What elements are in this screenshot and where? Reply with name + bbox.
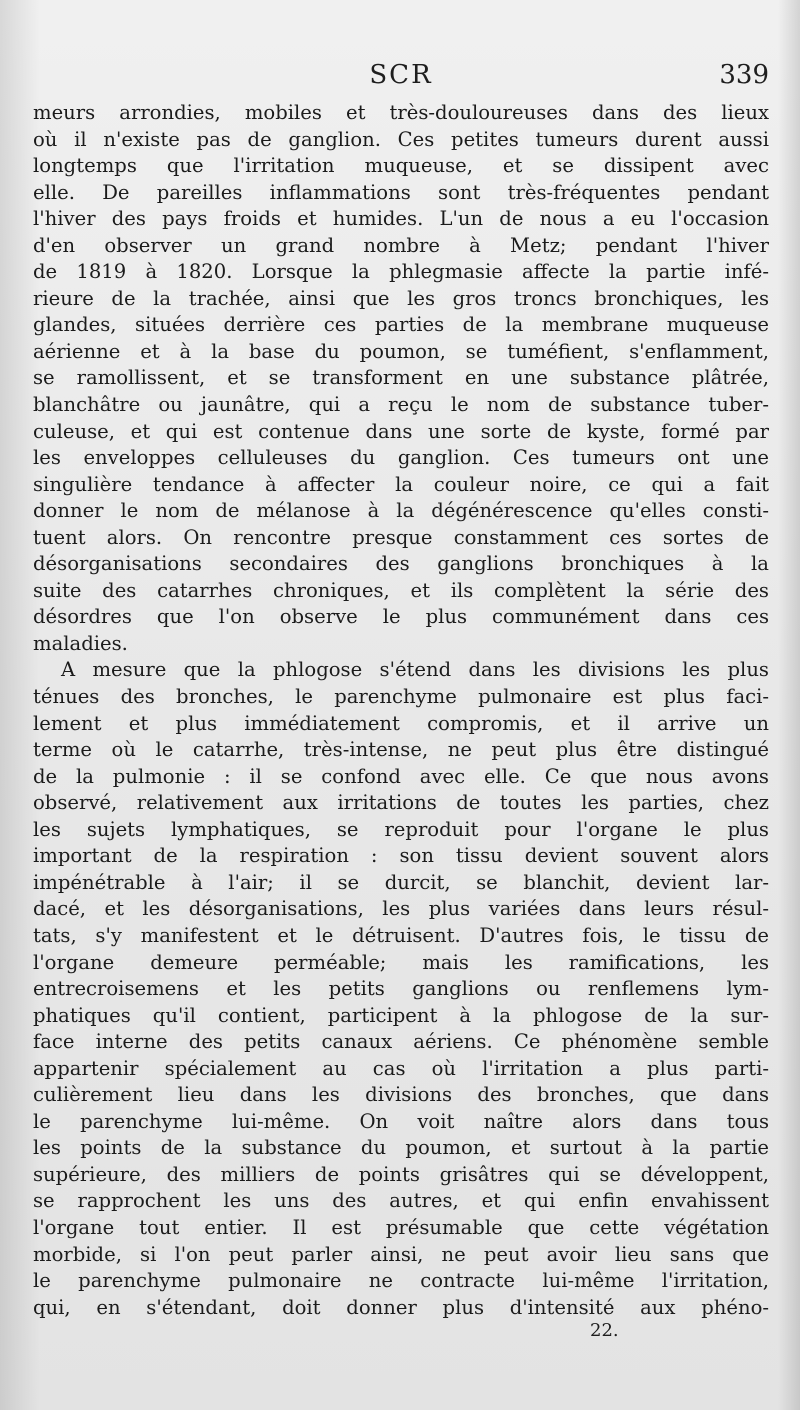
text-line: blanchâtre ou jaunâtre, qui a reçu le nom de substance tuber- — [33, 393, 769, 417]
signature-mark: 22. — [590, 1320, 619, 1341]
text-line: face interne des petits canaux aériens. Ce phénomène semble — [33, 1030, 769, 1054]
text-line: tats, s'y manifestent et le détruisent. D'autres fois, le tissu de — [33, 923, 769, 947]
text-line: meurs arrondies, mobiles et très-douloureuses dans des lieux — [33, 101, 769, 124]
text-line: l'organe demeure perméable; mais les ramifications, les — [33, 950, 769, 974]
text-line: terme où le catarrhe, très-intense, ne peut plus être distingué — [33, 738, 769, 762]
text-line: phatiques qu'il contient, participent à la phlogose de la sur- — [33, 1003, 769, 1027]
text-line: les sujets lymphatiques, se reproduit pour l'organe le plus — [33, 817, 769, 841]
text-line: le parenchyme lui-même. On voit naître alors dans tous — [33, 1109, 769, 1133]
text-line: désorganisations secondaires des ganglions bronchiques à la — [33, 552, 769, 576]
text-line: culièrement lieu dans les divisions des bronches, que dans — [33, 1083, 769, 1107]
text-line: donner le nom de mélanose à la dégénérescence qu'elles consti- — [33, 499, 769, 523]
text-line: de la pulmonie : il se confond avec elle. Ce que nous avons — [33, 764, 769, 788]
text-line: se rapprochent les uns des autres, et qui enfin envahissent — [33, 1189, 769, 1213]
text-line: aérienne et à la base du poumon, se tuméfient, s'enflamment, — [33, 339, 769, 363]
text-line: culeuse, et qui est contenue dans une sorte de kyste, formé par — [33, 419, 769, 443]
text-line: rieure de la trachée, ainsi que les gros troncs bronchiques, les — [33, 286, 769, 310]
text-line: le parenchyme pulmonaire ne contracte lui-même l'irritation, — [33, 1269, 769, 1293]
text-line: ténues des bronches, le parenchyme pulmonaire est plus faci- — [33, 685, 769, 709]
text-line: l'organe tout entier. Il est présumable que cette végétation — [33, 1215, 769, 1239]
text-line: elle. De pareilles inflammations sont très-fréquentes pendant — [33, 180, 769, 204]
text-line: d'en observer un grand nombre à Metz; pendant l'hiver — [33, 233, 769, 257]
running-head — [33, 60, 769, 100]
page-number: 339 — [719, 60, 769, 90]
body-text — [33, 100, 769, 1321]
text-line: singulière tendance à affecter la couleur noire, ce qui a fait — [33, 472, 769, 496]
text-line: les enveloppes celluleuses du ganglion. Ces tumeurs ont une — [33, 446, 769, 470]
text-line: les points de la substance du poumon, et surtout à la partie — [33, 1136, 769, 1160]
text-line: tuent alors. On rencontre presque constamment ces sortes de — [33, 525, 769, 549]
text-line: A mesure que la phlogose s'étend dans les divisions les plus — [61, 658, 769, 682]
text-line: dacé, et les désorganisations, les plus variées dans leurs résul- — [33, 897, 769, 921]
text-line: maladies. — [33, 631, 128, 655]
text-line: appartenir spécialement au cas où l'irritation a plus parti- — [33, 1056, 769, 1080]
text-line: morbide, si l'on peut parler ainsi, ne peut avoir lieu sans que — [33, 1242, 769, 1266]
text-line: l'hiver des pays froids et humides. L'un de nous a eu l'occasion — [33, 207, 769, 231]
text-line: suite des catarrhes chroniques, et ils complètent la série des — [33, 578, 769, 602]
text-line: où il n'existe pas de ganglion. Ces petites tumeurs durent aussi — [33, 127, 769, 151]
text-line: de 1819 à 1820. Lorsque la phlegmasie affecte la partie infé- — [33, 260, 769, 284]
text-line: se ramollissent, et se transforment en une substance plâtrée, — [33, 366, 769, 390]
text-line: supérieure, des milliers de points grisâtres qui se développent, — [33, 1162, 769, 1186]
text-line: entrecroisemens et les petits ganglions ou renflemens lym- — [33, 977, 769, 1001]
text-line: important de la respiration : son tissu devient souvent alors — [33, 844, 769, 868]
text-line: observé, relativement aux irritations de toutes les parties, chez — [33, 791, 769, 815]
text-line: lement et plus immédiatement compromis, et il arrive un — [33, 711, 769, 735]
text-line: qui, en s'étendant, doit donner plus d'intensité aux phéno- — [33, 1295, 769, 1319]
text-line: impénétrable à l'air; il se durcit, se blanchit, devient lar- — [33, 870, 769, 894]
text-line: longtemps que l'irritation muqueuse, et se dissipent avec — [33, 154, 769, 178]
running-title: SCR — [369, 60, 433, 90]
text-line: désordres que l'on observe le plus communément dans ces — [33, 605, 769, 629]
text-line: glandes, situées derrière ces parties de la membrane muqueuse — [33, 313, 769, 337]
